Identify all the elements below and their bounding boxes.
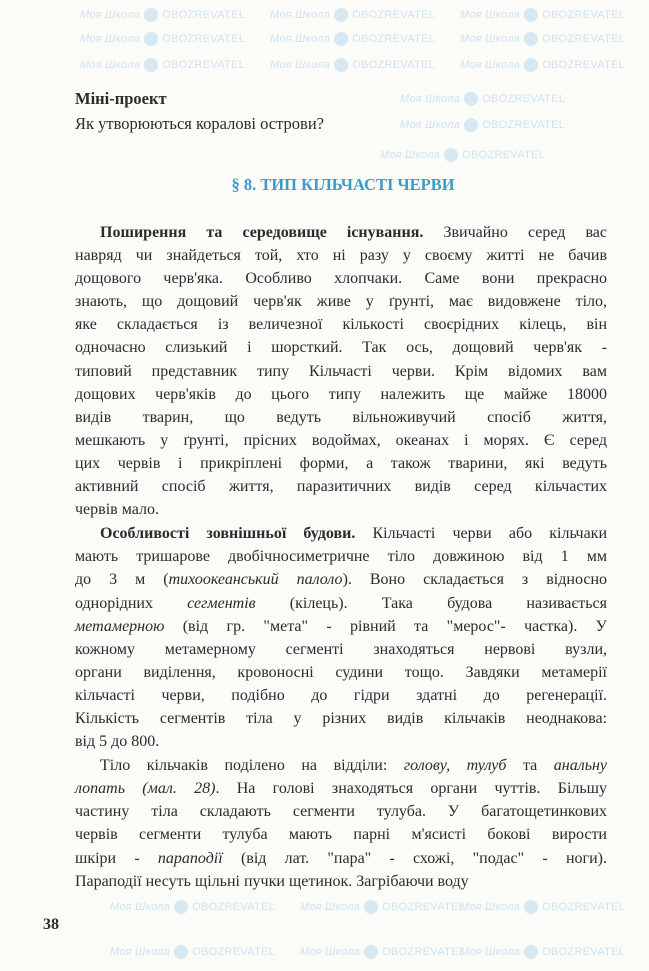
- page-number: 38: [43, 916, 59, 933]
- text-line: [75, 800, 607, 823]
- text-run: до 3 м (: [75, 571, 169, 589]
- text-run: типовий представник типу Кільчасті черви. Крім відомих вам: [75, 362, 607, 380]
- watermark-logo: Моя Школа OBOZREVATEL: [460, 58, 626, 71]
- text-run: шкіри -: [75, 849, 158, 867]
- paragraph: [75, 522, 607, 753]
- watermark-logo: Моя Школа OBOZREVATEL: [270, 32, 436, 45]
- text-run: червів мало.: [75, 501, 159, 519]
- text-run: та: [506, 757, 554, 775]
- watermark-logo: Моя Школа OBOZREVATEL: [460, 945, 626, 958]
- watermark-logo: Моя Школа OBOZREVATEL: [110, 900, 276, 913]
- watermark-logo: Моя Школа OBOZREVATEL: [400, 92, 566, 105]
- text-run: червів сегменти тулуба мають парні м'ясисті бокові вирости: [75, 826, 607, 844]
- text-line: [75, 568, 607, 591]
- paragraph: [75, 221, 607, 521]
- text-run: Тіло кільчаків поділено на відділи:: [100, 757, 404, 775]
- watermark-circle-icon: [524, 945, 538, 959]
- watermark-logo: Моя Школа OBOZREVATEL: [80, 58, 246, 71]
- text-run: Звичайно серед вас: [423, 224, 607, 241]
- mini-project-label: Міні-проект: [75, 89, 167, 108]
- text-run: Кількість сегментів тіла у різних видів кільчаків неоднакова:: [75, 709, 607, 727]
- text-run: (кілець). Така будова називається: [255, 594, 608, 612]
- text-run: активний спосіб життя, паразитичних видів серед кільчастих: [75, 478, 607, 496]
- watermark-logo: Моя Школа OBOZREVATEL: [270, 8, 436, 21]
- italic-term-run: анальну: [553, 757, 608, 775]
- watermark-circle-icon: [524, 900, 538, 914]
- watermark-circle-icon: [174, 945, 188, 959]
- watermark-circle-icon: [144, 8, 158, 22]
- italic-term-run: сегментів: [187, 594, 256, 612]
- watermark-circle-icon: [464, 118, 478, 132]
- watermark-circle-icon: [524, 32, 538, 46]
- text-run: знають, що дощовий черв'як живе у ґрунті, має видовжене тіло,: [75, 293, 607, 311]
- text-line: [75, 522, 607, 545]
- text-run: видів тварин, що ведуть вільноживучий спосіб життя,: [75, 408, 607, 426]
- text-run: однорідних: [75, 594, 188, 612]
- text-run: дощових черв'яків до цього типу належить ще майже 18000: [75, 385, 607, 403]
- text-line: [75, 707, 607, 730]
- text-run: мешкають у ґрунті, прісних водоймах, океанах і морях. Є серед: [75, 431, 607, 449]
- text-run: мають тришарове двобічносиметричне тіло довжиною від 1 мм: [75, 548, 607, 566]
- text-line: [75, 383, 607, 406]
- text-line: [75, 406, 607, 429]
- text-line: [75, 638, 607, 661]
- watermark-circle-icon: [364, 945, 378, 959]
- watermark-logo: Моя Школа OBOZREVATEL: [270, 58, 436, 71]
- italic-term-run: лопать (мал. 28): [75, 780, 216, 798]
- text-line: [75, 290, 607, 313]
- watermark-logo: Моя Школа OBOZREVATEL: [380, 148, 546, 161]
- watermark-circle-icon: [364, 900, 378, 914]
- text-line: [75, 730, 607, 753]
- watermark-circle-icon: [524, 8, 538, 22]
- text-run: одночасно слизький і шорсткий. Так ось, дощовий черв'як -: [75, 339, 607, 357]
- text-line: [75, 360, 607, 383]
- text-line: [75, 267, 607, 290]
- text-run: Параподії несуть щільні пучки щетинок. Загрібаючи воду: [75, 872, 469, 890]
- bold-heading-run: Поширення та середовище існування.: [100, 224, 424, 241]
- text-line: [75, 615, 607, 638]
- watermark-logo: Моя Школа OBOZREVATEL: [300, 900, 466, 913]
- text-line: [75, 754, 607, 777]
- section-title: § 8. ТИП КІЛЬЧАСТІ ЧЕРВИ: [231, 175, 455, 194]
- watermark-circle-icon: [444, 148, 458, 162]
- text-run: . На голові знаходяться органи чуттів. Більшу: [215, 780, 607, 798]
- text-run: Кільчасті черви або кільчаки: [355, 525, 608, 543]
- text-line: [75, 684, 607, 707]
- watermark-circle-icon: [144, 58, 158, 72]
- watermark-logo: Моя Школа OBOZREVATEL: [110, 945, 276, 958]
- mini-project-question: Як утворюються коралові острови?: [75, 114, 324, 133]
- watermark-circle-icon: [174, 900, 188, 914]
- text-line: [75, 823, 607, 846]
- text-line: [75, 429, 607, 452]
- text-run: від 5 до 800.: [75, 733, 160, 751]
- watermark-logo: Моя Школа OBOZREVATEL: [80, 32, 246, 45]
- italic-term-run: метамерною: [75, 617, 165, 635]
- watermark-logo: Моя Школа OBOZREVATEL: [80, 8, 246, 21]
- text-line: [75, 244, 607, 267]
- text-run: цих червів і прикріплені форми, а також тварини, які ведуть: [75, 454, 607, 472]
- text-run: органи виділення, кровоносні судини тощо. Завдяки метамерії: [75, 663, 607, 681]
- text-line: [75, 870, 607, 893]
- italic-term-run: тихоокеанський палоло: [168, 571, 343, 589]
- italic-term-run: параподії: [157, 849, 223, 867]
- text-line: [75, 847, 607, 870]
- text-line: [75, 313, 607, 336]
- text-run: кожному метамерному сегменті знаходяться нервові вузли,: [75, 640, 607, 658]
- italic-term-run: голову, тулуб: [403, 757, 507, 775]
- text-line: [75, 592, 607, 615]
- watermark-circle-icon: [334, 58, 348, 72]
- watermark-circle-icon: [464, 92, 478, 106]
- text-run: яке складається із величезної кількості своєрідних кілець, він: [75, 316, 607, 334]
- watermark-logo: Моя Школа OBOZREVATEL: [460, 900, 626, 913]
- text-line: [75, 221, 607, 244]
- text-run: частину тіла складають сегменти тулуба. У багатощетинкових: [75, 803, 607, 821]
- watermark-circle-icon: [524, 58, 538, 72]
- watermark-logo: Моя Школа OBOZREVATEL: [400, 118, 566, 131]
- watermark-circle-icon: [334, 32, 348, 46]
- text-run: ). Воно складається з відносно: [342, 571, 608, 589]
- watermark-logo: Моя Школа OBOZREVATEL: [460, 8, 626, 21]
- text-run: (від лат. "пара" - схожі, "подас" - ноги).: [222, 849, 607, 867]
- text-line: [75, 777, 607, 800]
- text-line: [75, 661, 607, 684]
- text-line: [75, 545, 607, 568]
- text-run: кільчасті черви, подібно до гідри здатні до регенерації.: [75, 686, 607, 704]
- text-line: [75, 452, 607, 475]
- text-run: дощового черв'яка. Особливо хлопчаки. Саме вони прекрасно: [75, 270, 607, 288]
- text-line: [75, 336, 607, 359]
- text-line: [75, 498, 607, 521]
- text-run: (від гр. "мета" - рівний та "мерос"- частка). У: [164, 617, 607, 635]
- watermark-logo: Моя Школа OBOZREVATEL: [300, 945, 466, 958]
- paragraph: [75, 754, 607, 893]
- bold-heading-run: Особливості зовнішньої будови.: [100, 525, 356, 543]
- body-text: [75, 221, 607, 893]
- text-run: навряд чи знайдеться той, хто ні разу у своєму житті не бачив: [75, 247, 607, 265]
- watermark-circle-icon: [144, 32, 158, 46]
- text-line: [75, 475, 607, 498]
- watermark-circle-icon: [334, 8, 348, 22]
- watermark-logo: Моя Школа OBOZREVATEL: [460, 32, 626, 45]
